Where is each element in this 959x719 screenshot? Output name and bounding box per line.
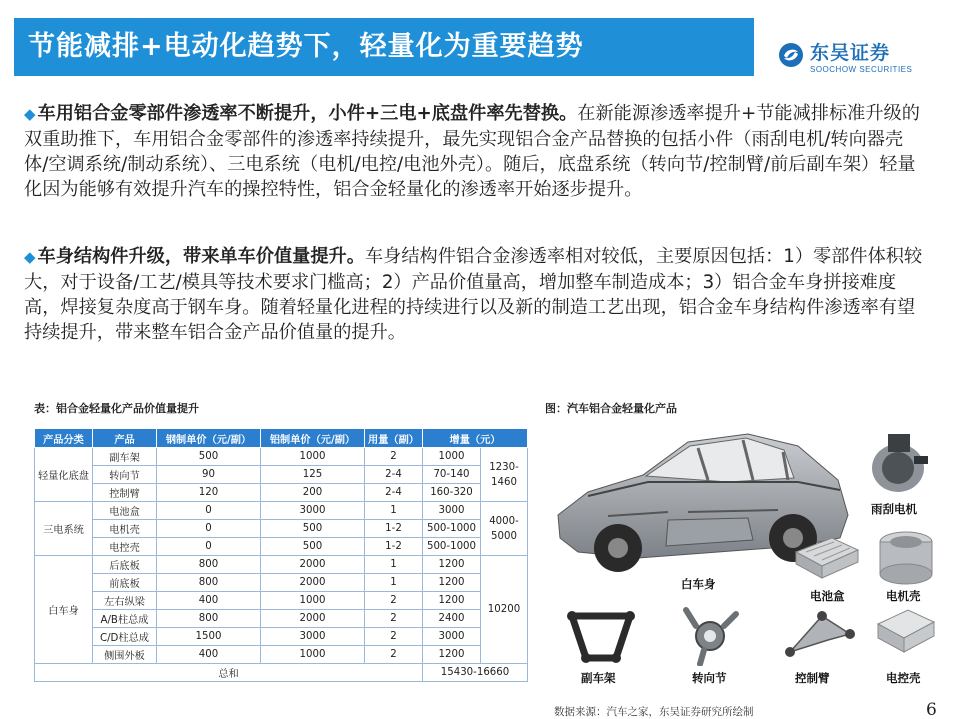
increment-cell: 1000 — [423, 448, 481, 466]
paragraph-2-lead: 车身结构件升级，带来单车价值量提升。 — [37, 246, 365, 267]
label-subframe: 副车架 — [581, 671, 616, 685]
paragraph-2-body: 车身结构件铝合金渗透率相对较低，主要原因包括：1）零部件体积较大，对于设备/工艺/模具等技术要求门槛高；2）产品价值量高，增加整车制造成本；3）铝合金车身拼接难度高，焊接复杂度高于钢车身。随着轻量化进程的持续进行以及新的制造工艺出现，铝合金车身结构件渗透率有望持续提升，带来整车铝合金产品价值量的提升。 — [24, 246, 923, 343]
steel-price-cell: 0 — [157, 520, 261, 538]
increment-cell: 1200 — [423, 646, 481, 664]
figure-caption: 图：汽车铝合金轻量化产品 — [545, 402, 677, 415]
quantity-cell: 2 — [365, 592, 423, 610]
quantity-cell: 1-2 — [365, 520, 423, 538]
aluminum-price-cell: 500 — [261, 538, 365, 556]
aluminum-price-cell: 1000 — [261, 448, 365, 466]
steel-price-cell: 800 — [157, 610, 261, 628]
steel-price-cell: 90 — [157, 466, 261, 484]
table-caption: 表：铝合金轻量化产品价值量提升 — [34, 402, 199, 415]
aluminum-price-cell: 2000 — [261, 574, 365, 592]
header-quantity: 用量（副） — [365, 429, 423, 448]
paragraph-1-lead: 车用铝合金零部件渗透率不断提升，小件+三电+底盘件率先替换。 — [37, 103, 578, 124]
table-row — [35, 646, 528, 664]
label-controller-housing: 电控壳 — [886, 671, 921, 685]
group-total-cell: 4000-5000 — [481, 502, 528, 556]
label-body-in-white: 白车身 — [681, 577, 716, 591]
aluminum-price-cell: 500 — [261, 520, 365, 538]
brand-logo — [778, 40, 948, 80]
quantity-cell: 1 — [365, 502, 423, 520]
header-steel-price: 钢制单价（元/副） — [157, 429, 261, 448]
steel-price-cell: 400 — [157, 592, 261, 610]
paragraph-1-body: 在新能源渗透率提升+节能减排标准升级的双重助推下，车用铝合金零部件的渗透率持续提升，最先实现铝合金产品替换的包括小件（雨刮电机/转向器壳体/空调系统/制动系统）、三电系统（电机/电控/电池外壳）。随后，底盘系统（转向节/控制臂/前后副车架）轻量化因为能够有效提升汽车的操控特性，铝合金轻量化的渗透率开始逐步提升。 — [24, 103, 920, 200]
steel-price-cell: 1500 — [157, 628, 261, 646]
table-row — [35, 574, 528, 592]
increment-cell: 500-1000 — [423, 520, 481, 538]
increment-cell: 3000 — [423, 628, 481, 646]
table-row — [35, 538, 528, 556]
battery-box-image — [792, 530, 862, 582]
header-aluminum-price: 铝制单价（元/副） — [261, 429, 365, 448]
label-wiper-motor: 雨刮电机 — [871, 502, 917, 516]
table-row — [35, 448, 528, 466]
controller-housing-image — [872, 600, 938, 660]
product-cell: 控制臂 — [93, 484, 157, 502]
steel-price-cell: 800 — [157, 574, 261, 592]
table-row — [35, 502, 528, 520]
category-cell: 白车身 — [35, 556, 93, 664]
category-cell: 轻量化底盘 — [35, 448, 93, 502]
aluminum-price-cell: 2000 — [261, 610, 365, 628]
motor-housing-image — [872, 526, 940, 586]
increment-cell: 70-140 — [423, 466, 481, 484]
logo-chinese-name: 东吴证券 — [810, 42, 891, 64]
label-battery-box: 电池盒 — [810, 589, 845, 603]
label-motor-housing: 电机壳 — [886, 589, 921, 603]
aluminum-price-cell: 2000 — [261, 556, 365, 574]
quantity-cell: 2 — [365, 448, 423, 466]
increment-cell: 160-320 — [423, 484, 481, 502]
diamond-bullet-icon: ◆ — [24, 105, 36, 123]
product-cell: 转向节 — [93, 466, 157, 484]
product-cell: 后底板 — [93, 556, 157, 574]
steel-price-cell: 500 — [157, 448, 261, 466]
label-steering-knuckle: 转向节 — [692, 671, 727, 685]
table-row — [35, 520, 528, 538]
steel-price-cell: 0 — [157, 538, 261, 556]
table-row — [35, 628, 528, 646]
total-value-cell: 15430-16660 — [423, 664, 528, 682]
increment-cell: 1200 — [423, 574, 481, 592]
total-label-cell: 总和 — [35, 664, 423, 682]
aluminum-price-cell: 200 — [261, 484, 365, 502]
table-header-row — [35, 429, 528, 448]
steel-price-cell: 400 — [157, 646, 261, 664]
table-row — [35, 610, 528, 628]
table-row — [35, 466, 528, 484]
steel-price-cell: 0 — [157, 502, 261, 520]
table-row — [35, 556, 528, 574]
page-number: 6 — [926, 700, 937, 719]
quantity-cell: 2-4 — [365, 484, 423, 502]
steel-price-cell: 800 — [157, 556, 261, 574]
product-cell: 电控壳 — [93, 538, 157, 556]
quantity-cell: 1 — [365, 556, 423, 574]
quantity-cell: 2 — [365, 628, 423, 646]
increment-cell: 1200 — [423, 556, 481, 574]
product-cell: 侧围外板 — [93, 646, 157, 664]
product-cell: C/D柱总成 — [93, 628, 157, 646]
bullet-paragraph-1 — [24, 101, 924, 202]
diamond-bullet-icon: ◆ — [24, 248, 36, 266]
category-cell: 三电系统 — [35, 502, 93, 556]
table-row — [35, 484, 528, 502]
page-title: 节能减排+电动化趋势下，轻量化为重要趋势 — [28, 31, 584, 62]
increment-cell: 1200 — [423, 592, 481, 610]
logo-english-name: SOOCHOW SECURITIES — [810, 65, 913, 74]
table-total-row — [35, 664, 528, 682]
product-cell: 电池盒 — [93, 502, 157, 520]
quantity-cell: 2-4 — [365, 466, 423, 484]
quantity-cell: 1-2 — [365, 538, 423, 556]
table-row — [35, 592, 528, 610]
aluminum-price-cell: 1000 — [261, 592, 365, 610]
header-product: 产品 — [93, 429, 157, 448]
control-arm-image — [784, 604, 856, 662]
product-cell: A/B柱总成 — [93, 610, 157, 628]
wiper-motor-image — [866, 428, 932, 498]
aluminum-price-cell: 3000 — [261, 502, 365, 520]
header-category: 产品分类 — [35, 429, 93, 448]
subframe-image — [566, 606, 636, 666]
product-cell: 左右纵梁 — [93, 592, 157, 610]
group-total-cell: 10200 — [481, 556, 528, 664]
steel-price-cell: 120 — [157, 484, 261, 502]
aluminum-price-cell: 3000 — [261, 628, 365, 646]
increment-cell: 3000 — [423, 502, 481, 520]
data-source-note: 数据来源：汽车之家，东吴证券研究所绘制 — [554, 706, 754, 718]
quantity-cell: 2 — [365, 646, 423, 664]
product-cell: 电机壳 — [93, 520, 157, 538]
bullet-paragraph-2 — [24, 244, 924, 345]
header-increment: 增量（元） — [423, 429, 528, 448]
label-control-arm: 控制臂 — [795, 671, 830, 685]
product-cell: 前底板 — [93, 574, 157, 592]
increment-cell: 2400 — [423, 610, 481, 628]
soochow-logo-icon — [778, 42, 804, 68]
product-cell: 副车架 — [93, 448, 157, 466]
group-total-cell: 1230-1460 — [481, 448, 528, 502]
quantity-cell: 1 — [365, 574, 423, 592]
quantity-cell: 2 — [365, 610, 423, 628]
aluminum-price-cell: 1000 — [261, 646, 365, 664]
increment-cell: 500-1000 — [423, 538, 481, 556]
steering-knuckle-image — [680, 604, 740, 666]
aluminum-price-cell: 125 — [261, 466, 365, 484]
value-increase-table — [34, 428, 528, 682]
